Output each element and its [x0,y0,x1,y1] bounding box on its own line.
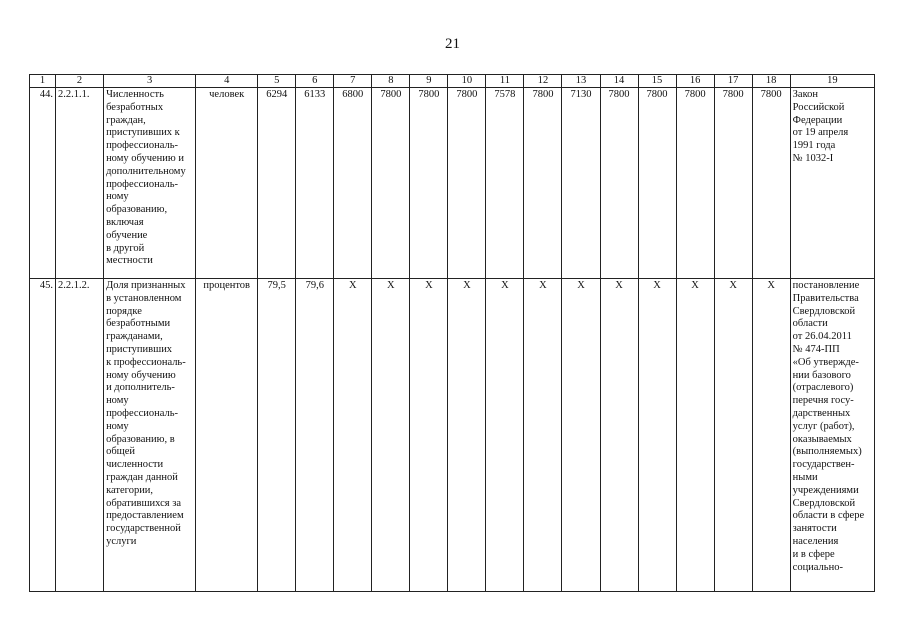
value-cell: 7800 [410,88,448,279]
value-cell: X [448,279,486,592]
value-cell: 7800 [714,88,752,279]
value-cell: 7800 [372,88,410,279]
value-cell: 7130 [562,88,600,279]
value-cell: 7800 [676,88,714,279]
value-cell: X [714,279,752,592]
column-number: 19 [790,75,874,88]
unit-of-measure: человек [196,88,258,279]
value-cell: 7800 [448,88,486,279]
column-number: 13 [562,75,600,88]
column-number: 15 [638,75,676,88]
value-cell: X [410,279,448,592]
column-number: 16 [676,75,714,88]
legal-basis: постановление Правительства Свердловской области от 26.04.2011 № 474-ПП «Об утвержде- нии базового (отраслевого) перечня госу- дарственных услуг (работ), оказываемых (выполняемых) государствен- ными учреждениями Свердловской области в сфере занятости населения и в сфере социально- [790,279,874,592]
value-cell: 7578 [486,88,524,279]
column-number: 14 [600,75,638,88]
column-number: 3 [104,75,196,88]
column-number: 2 [56,75,104,88]
column-number: 11 [486,75,524,88]
value-cell: 6800 [334,88,372,279]
value-cell: 6294 [258,88,296,279]
value-cell: X [486,279,524,592]
unit-of-measure: процентов [196,279,258,592]
column-number: 1 [30,75,56,88]
value-cell: 7800 [600,88,638,279]
column-number: 6 [296,75,334,88]
column-number: 12 [524,75,562,88]
value-cell: X [676,279,714,592]
indicator-name: Доля признанных в установленном порядке безработными гражданами, приступивших к профессиональ- ному обучению и дополнитель- ному профессиональ- ному образованию, в общей численности граждан данной категории, обратившихся за предоставлением государственной услуги [104,279,196,592]
value-cell: X [600,279,638,592]
column-number: 9 [410,75,448,88]
column-number: 5 [258,75,296,88]
column-number: 18 [752,75,790,88]
value-cell: X [524,279,562,592]
indicator-code: 2.2.1.2. [56,279,104,592]
value-cell: 6133 [296,88,334,279]
value-cell: X [752,279,790,592]
indicator-name: Численность безработных граждан, приступивших к профессиональ- ному обучению и дополнительному профессиональ- ному образованию, включая обучение в другой местности [104,88,196,279]
value-cell: 7800 [638,88,676,279]
indicators-table [29,74,875,592]
row-number: 45. [30,279,56,592]
column-number: 4 [196,75,258,88]
column-number: 7 [334,75,372,88]
value-cell: X [638,279,676,592]
column-number-row [30,75,875,88]
value-cell: 79,5 [258,279,296,592]
column-number: 8 [372,75,410,88]
legal-basis: Закон Российской Федерации от 19 апреля 1991 года № 1032-I [790,88,874,279]
table-row [30,279,875,592]
value-cell: 7800 [524,88,562,279]
value-cell: X [372,279,410,592]
value-cell: 7800 [752,88,790,279]
indicator-code: 2.2.1.1. [56,88,104,279]
row-number: 44. [30,88,56,279]
table-row [30,88,875,279]
column-number: 10 [448,75,486,88]
value-cell: 79,6 [296,279,334,592]
column-number: 17 [714,75,752,88]
page-number: 21 [445,36,460,52]
value-cell: X [334,279,372,592]
value-cell: X [562,279,600,592]
